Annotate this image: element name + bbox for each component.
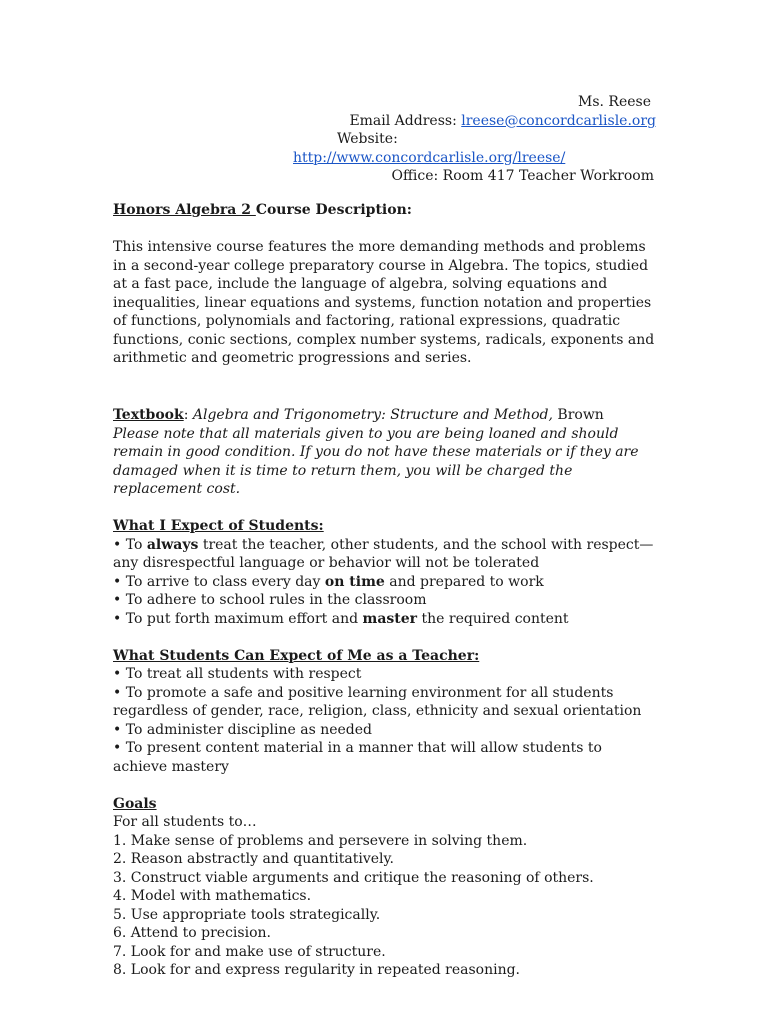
website-line: [293, 149, 565, 168]
textbook-title: Algebra and Trigonometry: Structure and Method,: [192, 407, 553, 423]
item-bold: master: [362, 610, 418, 627]
course-title-underlined: Honors Algebra 2: [113, 202, 256, 218]
list-item: 8. Look for and express regularity in repeated reasoning.: [113, 962, 520, 978]
list-item: • To treat all students with respect: [113, 666, 362, 682]
textbook-label: Textbook: [113, 407, 184, 423]
textbook-note: Please note that all materials given to you are being loaned and should remain in good condition. If you do not have these materials or if they are damaged when it is time to return them, you will be charged the replacement cost.: [113, 425, 639, 497]
teacher-name: Ms. Reese: [577, 94, 651, 110]
list-item: [113, 536, 658, 573]
office-line: Office: Room 417 Teacher Workroom: [391, 168, 654, 184]
item-text: • To put forth maximum effort and: [113, 610, 363, 627]
item-text: • To adhere to school rules in the classroom: [113, 592, 427, 608]
item-bold: always: [146, 536, 199, 553]
item-text: the required content: [417, 610, 569, 627]
expect-students-list: [113, 536, 658, 629]
list-item: 3. Construct viable arguments and critique the reasoning of others.: [113, 869, 594, 886]
expect-teacher-title: What Students Can Expect of Me as a Teacher:: [113, 647, 480, 664]
list-item: • To promote a safe and positive learning environment for all students regardless of gender, race, religion, class, ethnicity and sexual orientation: [113, 684, 642, 719]
list-item: 5. Use appropriate tools strategically.: [113, 906, 381, 923]
list-item: 1. Make sense of problems and persevere in solving them.: [113, 832, 528, 849]
course-description: This intensive course features the more demanding methods and problems in a second-year college preparatory course in Algebra. The topics, studied at a fast pace, include the language of algebra, solving equations and inequalities, linear equations and systems, function notation and properties of functions, polynomials and factoring, rational expressions, quadratic functions, conic sections, complex number systems, radicals, exponents and arithmetic and geometric progressions and series.: [113, 239, 655, 366]
list-item: 2. Reason abstractly and quantitatively.: [113, 851, 394, 867]
email-label: Email Address:: [349, 112, 457, 129]
document-body: [113, 201, 658, 980]
textbook-line: [113, 406, 658, 425]
goals-intro: For all students to…: [113, 814, 257, 830]
list-item: [113, 591, 658, 610]
item-text: • To arrive to class every day: [113, 573, 325, 590]
website-label: Website:: [337, 131, 398, 147]
goals-list: [113, 832, 658, 980]
textbook-author: Brown: [552, 407, 604, 423]
item-text: • To: [113, 536, 147, 553]
list-item: • To present content material in a manner that will allow students to achieve mastery: [113, 740, 602, 775]
course-title-rest: Course Description:: [255, 202, 412, 218]
website-link[interactable]: http://www.concordcarlisle.org/lreese/: [293, 149, 566, 166]
email-link[interactable]: lreese@concordcarlisle.org: [461, 112, 656, 129]
list-item: [113, 573, 658, 592]
course-title: [113, 201, 658, 220]
email-line: [349, 112, 656, 131]
list-item: 7. Look for and make use of structure.: [113, 943, 386, 960]
list-item: 4. Model with mathematics.: [113, 888, 312, 904]
expect-teacher-list: [113, 665, 658, 776]
item-text: and prepared to work: [384, 573, 544, 590]
goals-title: Goals: [113, 795, 157, 812]
item-bold: on time: [324, 573, 385, 590]
list-item: 6. Attend to precision.: [113, 925, 271, 941]
expect-students-title: What I Expect of Students:: [113, 518, 324, 534]
list-item: [113, 610, 658, 629]
textbook-colon: :: [183, 407, 193, 423]
list-item: • To administer discipline as needed: [113, 721, 373, 738]
item-text: treat the teacher, other students, and the school with respect—any disrespectful language or behavior will not be tolerated: [113, 536, 654, 571]
